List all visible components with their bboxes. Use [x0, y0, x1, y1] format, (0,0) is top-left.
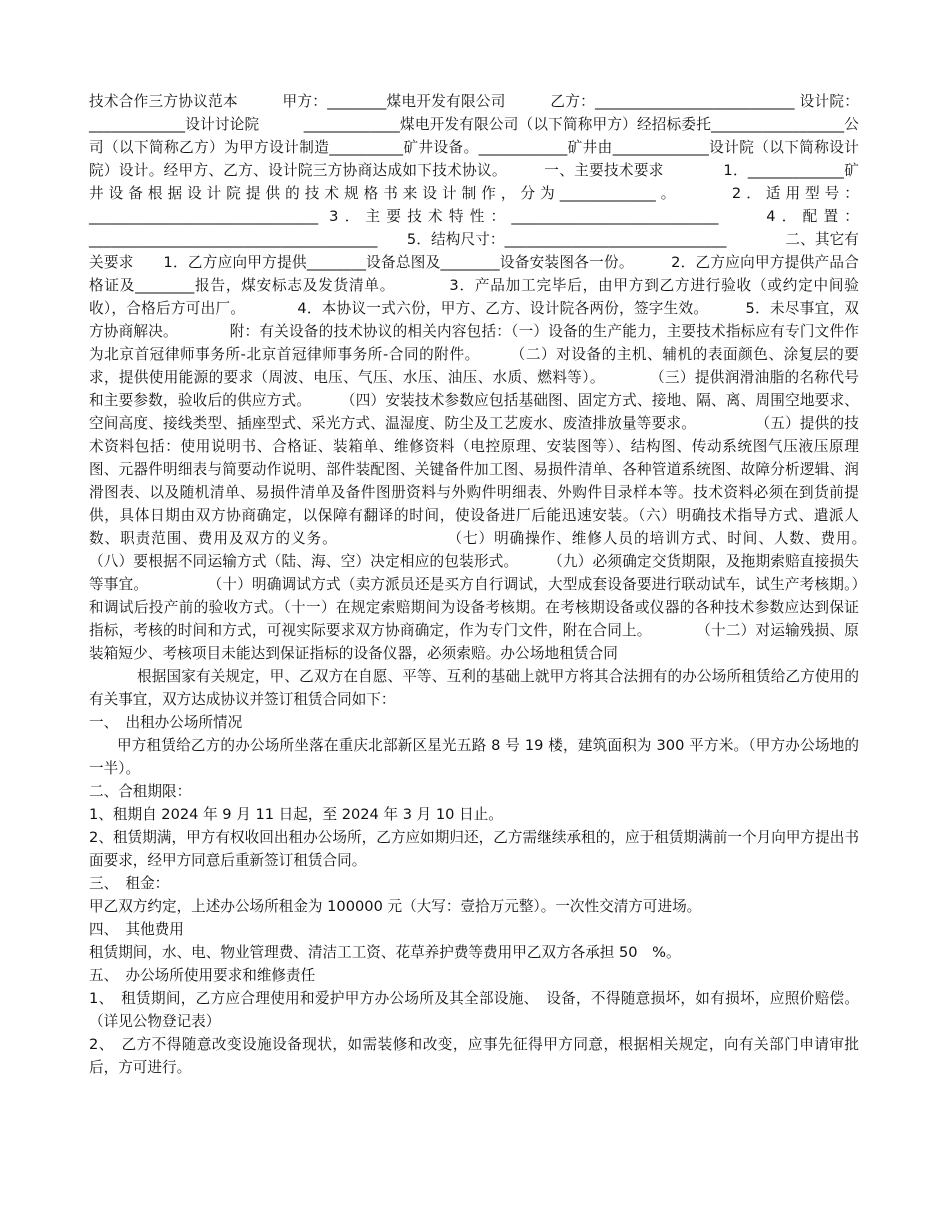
lease-preamble: 根据国家有关规定，甲、乙双方在自愿、平等、互利的基础上就甲方将其合法拥有的办公场所租赁给乙方使用的有关事宜，双方达成协议并签订租赁合同如下：: [89, 668, 859, 708]
section-3-body: 甲乙双方约定，上述办公场所租金为 100000 元（大写：壹拾万元整）。一次性交清方可进场。: [89, 898, 702, 915]
section-2-item-1: 1、租期自 2024 年 9 月 11 日起，至 2024 年 3 月 10 日止。: [89, 806, 503, 823]
document-body: [89, 90, 933, 1079]
section-3-heading: 三、 租金：: [89, 875, 170, 892]
section-4-body: 租赁期间，水、电、物业管理费、清洁工工资、花草养护费等费用甲乙双方各承担 50 %。: [89, 944, 681, 961]
section-1-body: 甲方租赁给乙方的办公场所坐落在重庆北部新区星光五路 8 号 19 楼，建筑面积为 300 平方米。（甲方办公场地的一半）。: [89, 737, 859, 777]
section-5-item-1: 1、 租赁期间，乙方应合理使用和爱护甲方办公场所及其全部设施、 设备，不得随意损坏，如有损坏，应照价赔偿。（详见公物登记表）: [89, 990, 859, 1030]
section-2-item-2: 2、租赁期满，甲方有权收回出租办公场所，乙方应如期归还，乙方需继续承租的，应于租赁期满前一个月向甲方提出书面要求，经甲方同意后重新签订租赁合同。: [89, 829, 859, 869]
section-2-heading: 二、合租期限：: [89, 783, 192, 800]
section-1-heading: 一、 出租办公场所情况: [89, 714, 243, 731]
section-5-heading: 五、 办公场所使用要求和维修责任: [89, 967, 316, 984]
section-5-item-2: 2、 乙方不得随意改变设施设备现状，如需装修和改变，应事先征得甲方同意，根据相关规定，向有关部门申请审批后，方可进行。: [89, 1036, 859, 1076]
section-4-heading: 四、 其他费用: [89, 921, 184, 938]
technical-agreement-text: 技术合作三方协议范本 甲方：________煤电开发有限公司 乙方：___________________________ 设计院：_____________设计讨论院 _____________煤电开发有限公司（以下简称甲方）经招标委托__________________公司（以下简称乙方）为甲方设计制造__________矿井设备。____________矿井由_____________设计院（以下简称设计院）设计。经甲方、乙方、设计院三方协商达成如下技术协议。 一、主要技术要求 1．_____________矿井设备根据设计院提供的技术规格书来设计制作，分为_____________。 2．适用型号：_______________________________ 3．主要技术特性：____________________________ 4．配置：_______________________________________ 5．结构尺寸：______________________________ 二、其它有关要求 1．乙方应向甲方提供________设备总图及________设备安装图各一份。 2．乙方应向甲方提供产品合格证及________报告，煤安标志及发货清单。 3．产品加工完毕后，由甲方到乙方进行验收（或约定中间验收），合格后方可出厂。 4．本协议一式六份，甲方、乙方、设计院各两份，签字生效。 5．未尽事宜，双方协商解决。 附：有关设备的技术协议的相关内容包括：（一）设备的生产能力，主要技术指标应有专门文件作为北京首冠律师事务所-北京首冠律师事务所-合同的附件。 （二）对设备的主机、辅机的表面颜色、涂复层的要求，提供使用能源的要求（周波、电压、气压、水压、油压、水质、燃料等）。 （三）提供润滑油脂的名称代号和主要参数，验收后的供应方式。 （四）安装技术参数应包括基础图、固定方式、接地、隔、离、周围空地要求、空间高度、接线类型、插座型式、采光方式、温湿度、防尘及工艺废水、废渣排放量等要求。 （五）提供的技术资料包括：使用说明书、合格证、装箱单、维修资料（电控原理、安装图等）、结构图、传动系统图气压液压原理图、元器件明细表与简要动作说明、部件装配图、关键备件加工图、易损件清单、各种管道系统图、故障分析逻辑、润滑图表、以及随机清单、易损件清单及备件图册资料与外购件明细表、外购件目录样本等。技术资料必须在到货前提供，具体日期由双方协商确定，以保障有翻译的时间，使设备进厂后能迅速安装。（六）明确技术指导方式、遣派人数、职责范围、费用及双方的义务。 （七）明确操作、维修人员的培训方式、时间、人数、费用。 （八）要根据不同运输方式（陆、海、空）决定相应的包装形式。 （九）必须确定交货期限，及拖期索赔直接损失等事宜。 （十）明确调试方式（卖方派员还是买方自行调试，大型成套设备要进行联动试车，试生产考核期。）和调试后投产前的验收方式。（十一）在规定索赔期间为设备考核期。在考核期设备或仪器的各种技术参数应达到保证指标，考核的时间和方式，可视实际要求双方协商确定，作为专门文件，附在合同上。 （十二）对运输残损、原装箱短少、考核项目未能达到保证指标的设备仪器，必须索赔。办公场地租赁合同: [89, 93, 933, 662]
